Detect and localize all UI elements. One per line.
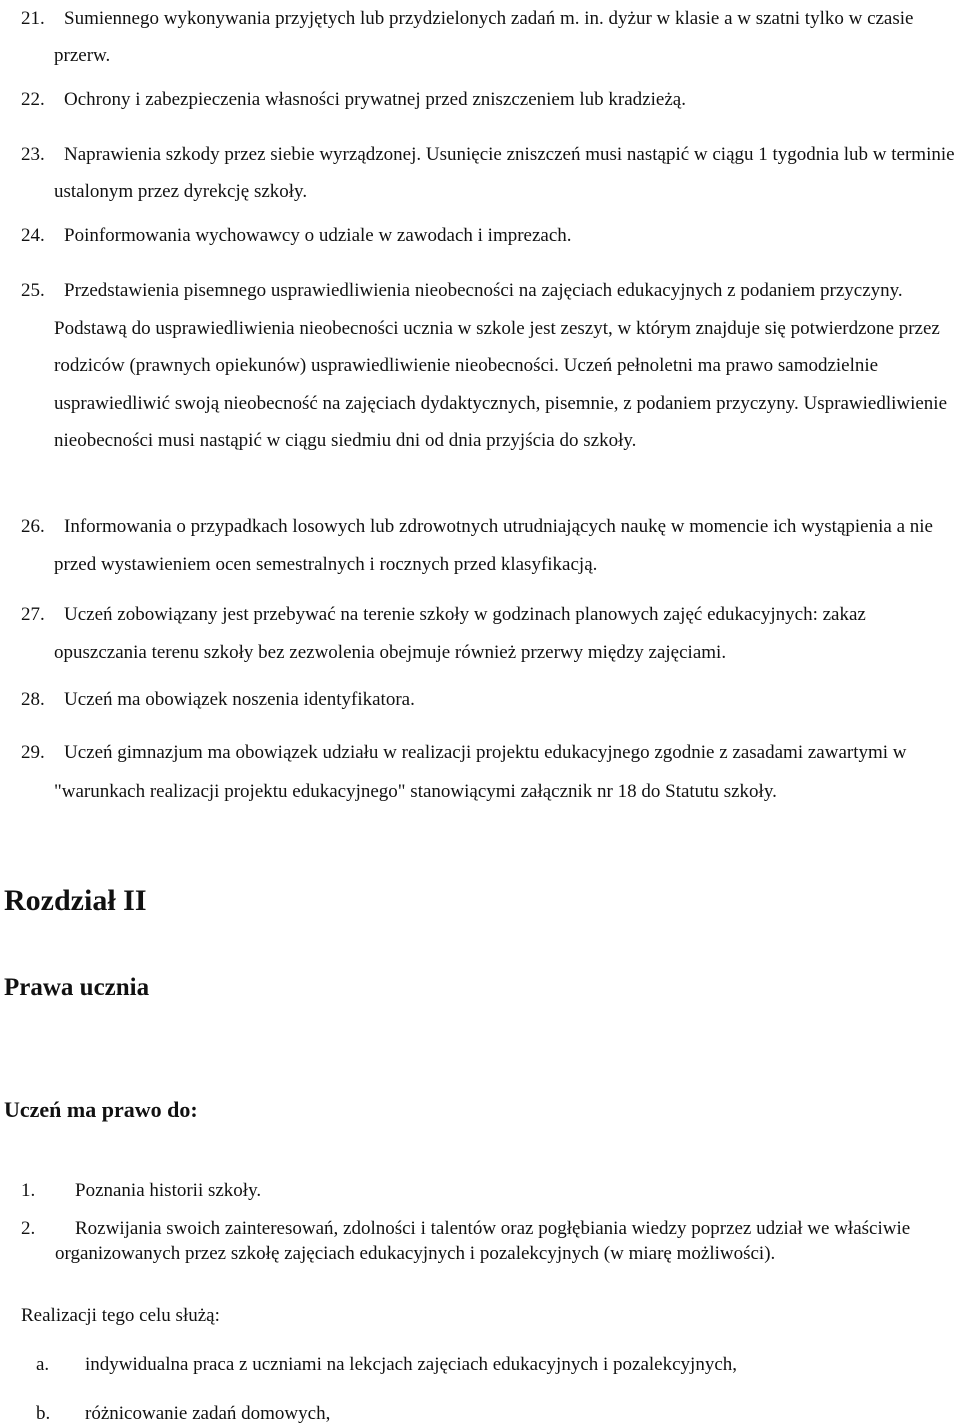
item-number: 23. xyxy=(21,144,45,165)
sub-item-text: indywidualna praca z uczniami na lekcjach zajęciach edukacyjnych i pozalekcyjnych, xyxy=(85,1354,738,1375)
rights-text: Poznania historii szkoły. xyxy=(75,1180,262,1201)
list-item xyxy=(0,222,958,250)
item-number: 25. xyxy=(21,280,45,301)
item-text: Uczeń ma obowiązek noszenia identyfikatora. xyxy=(64,689,415,710)
item-number: 27. xyxy=(21,604,45,625)
chapter-heading: Rozdział II xyxy=(4,884,147,917)
sub-item-text: różnicowanie zadań domowych, xyxy=(85,1403,331,1424)
rights-number: 1. xyxy=(21,1180,36,1201)
list-item xyxy=(0,272,958,460)
realization-label: Realizacji tego celu służą: xyxy=(21,1305,220,1326)
item-number: 28. xyxy=(21,689,45,710)
list-item xyxy=(0,86,958,114)
item-text: Naprawienia szkody przez siebie wyrządzonej. Usunięcie zniszczeń musi nastąpić w ciągu 1 tygodnia lub w terminie ustalonym przez dyrekcję szkoły. xyxy=(54,144,955,202)
list-item xyxy=(0,686,958,714)
item-number: 21. xyxy=(21,8,45,29)
list-item xyxy=(0,734,958,811)
item-text: Poinformowania wychowawcy o udziale w zawodach i imprezach. xyxy=(64,225,572,246)
sub-item-letter: a. xyxy=(36,1354,50,1375)
item-text: Uczeń zobowiązany jest przebywać na terenie szkoły w godzinach planowych zajęć edukacyjnych: zakaz opuszczania terenu szkoły bez zezwolenia obejmuje również przerwy między zajęciami. xyxy=(54,604,866,663)
item-text: Informowania o przypadkach losowych lub zdrowotnych utrudniających naukę w momencie ich wystąpienia a nie przed wystawieniem ocen semestralnych i rocznych przed klasyfikacją. xyxy=(54,516,933,575)
item-text: Przedstawienia pisemnego usprawiedliwienia nieobecności na zajęciach edukacyjnych z podaniem przyczyny. Podstawą do usprawiedliwienia nieobecności ucznia w szkole jest zeszyt, w którym znajduje się potwierdzone przez rodziców (prawnych opiekunów) usprawiedliwienie nieobecności. Uczeń pełnoletni ma prawo samodzielnie usprawiedliwić swoją nieobecność na zajęciach dydaktycznych, pisemnie, z podaniem przyczyny. Usprawiedliwienie nieobecności musi nastąpić w ciągu siedmiu dni od dnia przyjścia do szkoły. xyxy=(54,280,948,452)
item-number: 24. xyxy=(21,225,45,246)
item-number: 26. xyxy=(21,516,45,537)
item-number: 22. xyxy=(21,89,45,110)
list-item xyxy=(0,508,958,584)
item-number: 29. xyxy=(21,742,45,763)
sub-item-letter: b. xyxy=(36,1403,51,1424)
item-text: Sumiennego wykonywania przyjętych lub przydzielonych zadań m. in. dyżur w klasie a w szatni tylko w czasie przerw. xyxy=(54,8,914,66)
rights-text: Rozwijania swoich zainteresowań, zdolności i talentów oraz pogłębiania wiedzy poprzez udział we właściwie organizowanych przez szkołę zajęciach edukacyjnych i pozalekcyjnych (w miarę możliwości). xyxy=(55,1218,911,1264)
rights-number: 2. xyxy=(21,1218,36,1239)
item-text: Ochrony i zabezpieczenia własności prywatnej przed zniszczeniem lub kradzieżą. xyxy=(64,89,686,110)
item-text: Uczeń gimnazjum ma obowiązek udziału w realizacji projektu edukacyjnego zgodnie z zasadami zawartymi w "warunkach realizacji projektu edukacyjnego" stanowiącymi załącznik nr 18 do Statutu szkoły. xyxy=(54,742,907,802)
list-item xyxy=(0,136,958,210)
section-heading: Prawa ucznia xyxy=(4,974,150,1001)
subsection-heading: Uczeń ma prawo do: xyxy=(4,1097,198,1122)
rights-item xyxy=(0,1216,958,1266)
list-item xyxy=(0,596,958,672)
list-item xyxy=(0,0,958,74)
